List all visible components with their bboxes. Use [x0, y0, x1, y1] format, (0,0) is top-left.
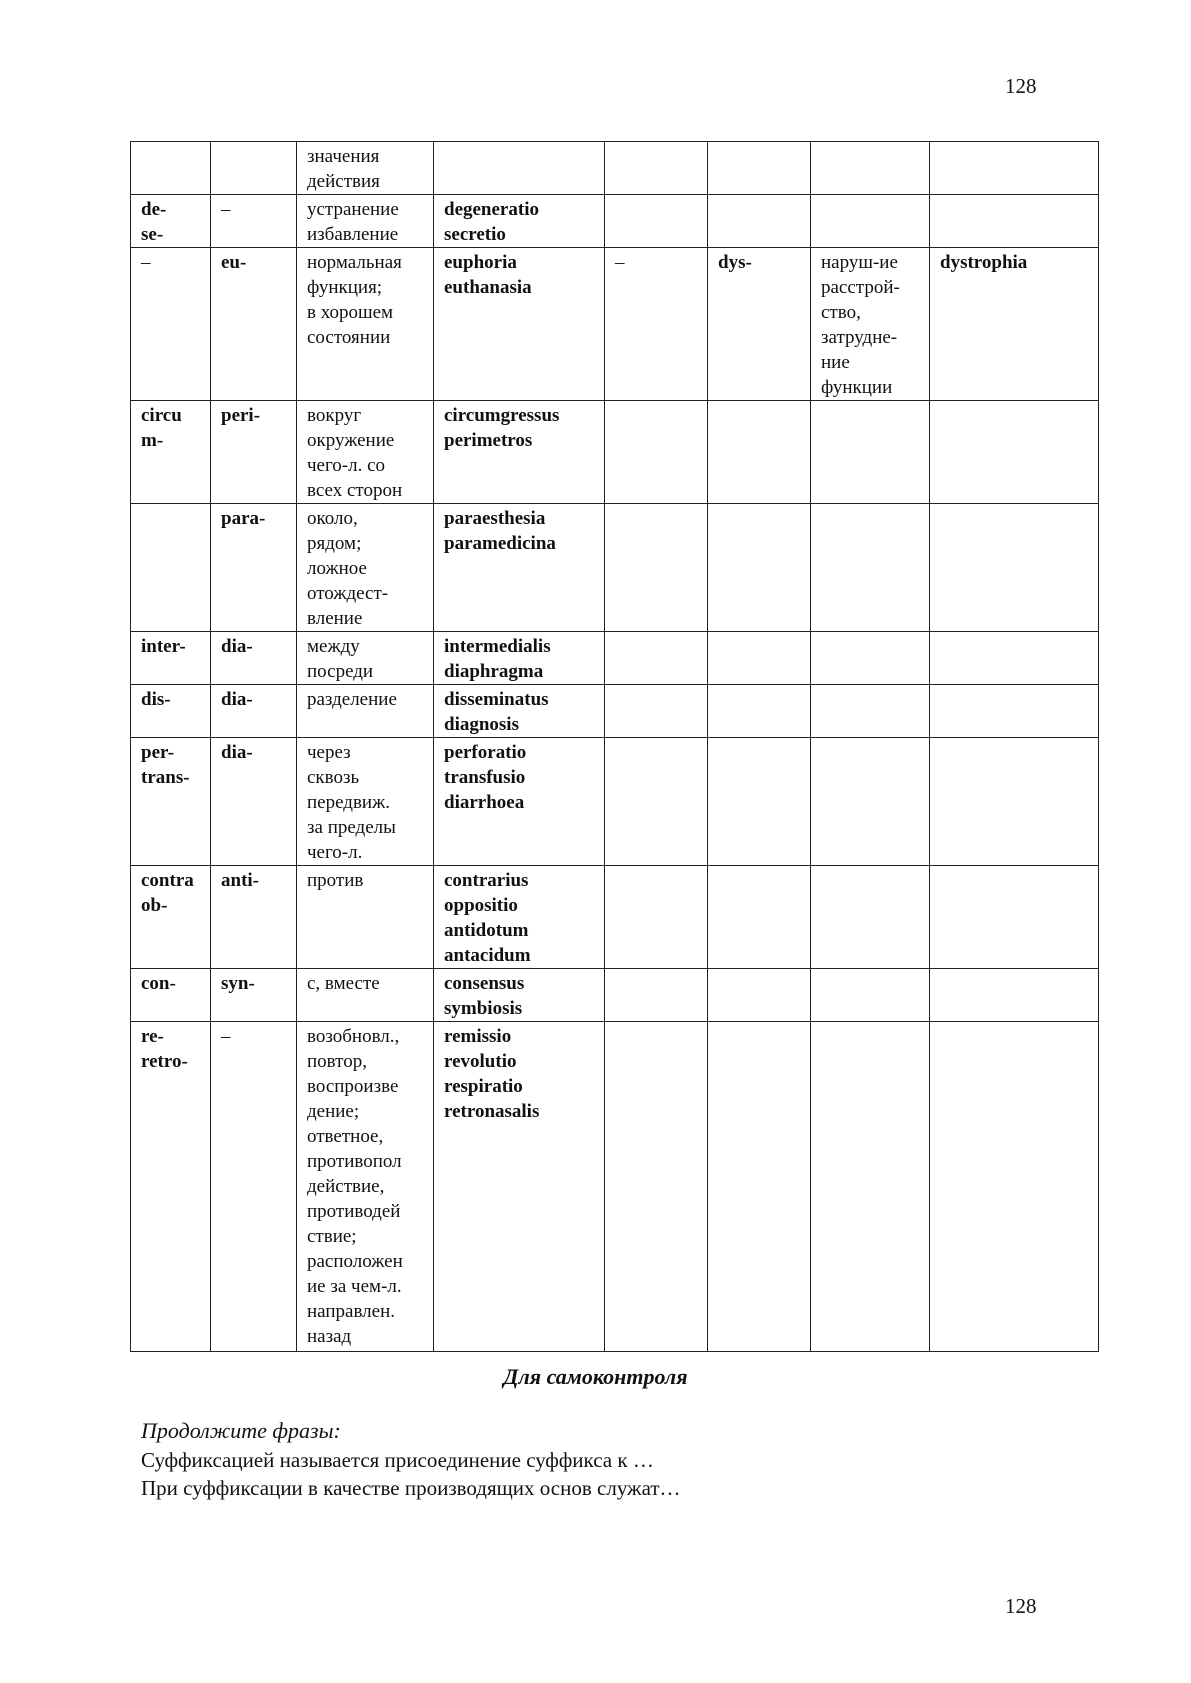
cell-latin-prefix: per- trans-	[131, 738, 211, 866]
table-row	[131, 401, 1099, 504]
cell-greek-prefix: dia-	[211, 632, 297, 685]
cell-meaning-2	[811, 1022, 930, 1352]
cell-meaning-2	[811, 195, 930, 248]
cell-example-2	[930, 195, 1099, 248]
cell-meaning: против	[297, 866, 434, 969]
cell-latin-prefix: inter-	[131, 632, 211, 685]
table-row	[131, 1022, 1099, 1352]
cell-greek-prefix-2	[708, 142, 811, 195]
cell-meaning: разделение	[297, 685, 434, 738]
cell-latin-prefix-2	[605, 1022, 708, 1352]
cell-latin-prefix-2	[605, 632, 708, 685]
cell-example: contrarius oppositio antidotum antacidum	[434, 866, 605, 969]
cell-example: perforatio transfusio diarrhoea	[434, 738, 605, 866]
cell-latin-prefix: circu m-	[131, 401, 211, 504]
cell-latin-prefix: dis-	[131, 685, 211, 738]
cell-meaning: возобновл., повтор, воспроизве дение; ответное, противопол действие, противодей ствие; расположен ие за чем-л. направлен. назад	[297, 1022, 434, 1352]
cell-meaning-2: наруш-ие расстрой- ство, затрудне- ние функции	[811, 248, 930, 401]
cell-latin-prefix-2	[605, 504, 708, 632]
cell-greek-prefix: anti-	[211, 866, 297, 969]
cell-meaning: нормальная функция; в хорошем состоянии	[297, 248, 434, 401]
cell-greek-prefix: dia-	[211, 738, 297, 866]
cell-latin-prefix-2	[605, 866, 708, 969]
cell-latin-prefix: de- se-	[131, 195, 211, 248]
cell-meaning-2	[811, 401, 930, 504]
cell-latin-prefix-2	[605, 401, 708, 504]
cell-example: intermedialis diaphragma	[434, 632, 605, 685]
page-number-top: 128	[1005, 74, 1037, 98]
cell-example-2	[930, 969, 1099, 1022]
table-body	[131, 142, 1099, 1352]
cell-greek-prefix-2	[708, 401, 811, 504]
cell-example: euphoria euthanasia	[434, 248, 605, 401]
table-row	[131, 504, 1099, 632]
cell-example: degeneratio secretio	[434, 195, 605, 248]
self-control-heading: Для самоконтроля	[503, 1364, 688, 1389]
table-row	[131, 866, 1099, 969]
cell-greek-prefix-2	[708, 866, 811, 969]
instruction-text: Продолжите фразы:	[141, 1418, 341, 1443]
cell-latin-prefix	[131, 142, 211, 195]
table-row	[131, 685, 1099, 738]
exercise-line-2: При суффиксации в качестве производящих основ служат…	[141, 1476, 681, 1500]
cell-meaning: вокруг окружение чего-л. со всех сторон	[297, 401, 434, 504]
cell-greek-prefix-2	[708, 969, 811, 1022]
cell-latin-prefix: re- retro-	[131, 1022, 211, 1352]
cell-latin-prefix: con-	[131, 969, 211, 1022]
cell-latin-prefix-2: –	[605, 248, 708, 401]
cell-greek-prefix-2: dys-	[708, 248, 811, 401]
cell-example-2	[930, 866, 1099, 969]
table-row	[131, 632, 1099, 685]
cell-greek-prefix: eu-	[211, 248, 297, 401]
cell-latin-prefix-2	[605, 195, 708, 248]
cell-meaning: устранение избавление	[297, 195, 434, 248]
cell-meaning-2	[811, 738, 930, 866]
table-row	[131, 142, 1099, 195]
cell-latin-prefix-2	[605, 685, 708, 738]
cell-greek-prefix: para-	[211, 504, 297, 632]
cell-meaning-2	[811, 504, 930, 632]
cell-meaning: через сквозь передвиж. за пределы чего-л.	[297, 738, 434, 866]
cell-greek-prefix-2	[708, 1022, 811, 1352]
cell-example: remissio revolutio respiratio retronasalis	[434, 1022, 605, 1352]
cell-greek-prefix-2	[708, 632, 811, 685]
table-row	[131, 969, 1099, 1022]
cell-latin-prefix-2	[605, 738, 708, 866]
cell-example: consensus symbiosis	[434, 969, 605, 1022]
cell-greek-prefix-2	[708, 195, 811, 248]
cell-example-2	[930, 1022, 1099, 1352]
cell-example-2	[930, 142, 1099, 195]
cell-meaning-2	[811, 969, 930, 1022]
page-number-bottom: 128	[1005, 1594, 1037, 1618]
cell-greek-prefix-2	[708, 685, 811, 738]
cell-greek-prefix: syn-	[211, 969, 297, 1022]
cell-example: disseminatus diagnosis	[434, 685, 605, 738]
cell-meaning: около, рядом; ложное отождест- вление	[297, 504, 434, 632]
table-row	[131, 248, 1099, 401]
cell-greek-prefix: peri-	[211, 401, 297, 504]
cell-latin-prefix: contra ob-	[131, 866, 211, 969]
cell-greek-prefix: –	[211, 1022, 297, 1352]
cell-meaning: между посреди	[297, 632, 434, 685]
cell-latin-prefix	[131, 504, 211, 632]
cell-greek-prefix: dia-	[211, 685, 297, 738]
cell-latin-prefix-2	[605, 142, 708, 195]
cell-greek-prefix	[211, 142, 297, 195]
cell-example-2	[930, 632, 1099, 685]
cell-meaning: значения действия	[297, 142, 434, 195]
cell-example: circumgressus perimetros	[434, 401, 605, 504]
cell-example-2	[930, 504, 1099, 632]
cell-example-2: dystrophia	[930, 248, 1099, 401]
cell-example: paraesthesia paramedicina	[434, 504, 605, 632]
cell-latin-prefix-2	[605, 969, 708, 1022]
cell-greek-prefix-2	[708, 504, 811, 632]
cell-meaning-2	[811, 142, 930, 195]
cell-example	[434, 142, 605, 195]
cell-meaning-2	[811, 632, 930, 685]
cell-meaning: с, вместе	[297, 969, 434, 1022]
exercise-line-1: Суффиксацией называется присоединение суффикса к …	[141, 1448, 654, 1472]
cell-example-2	[930, 401, 1099, 504]
prefix-table	[130, 141, 1099, 1352]
cell-meaning-2	[811, 685, 930, 738]
cell-latin-prefix: –	[131, 248, 211, 401]
table-row	[131, 195, 1099, 248]
cell-greek-prefix-2	[708, 738, 811, 866]
table-row	[131, 738, 1099, 866]
cell-meaning-2	[811, 866, 930, 969]
cell-example-2	[930, 685, 1099, 738]
cell-example-2	[930, 738, 1099, 866]
cell-greek-prefix: –	[211, 195, 297, 248]
